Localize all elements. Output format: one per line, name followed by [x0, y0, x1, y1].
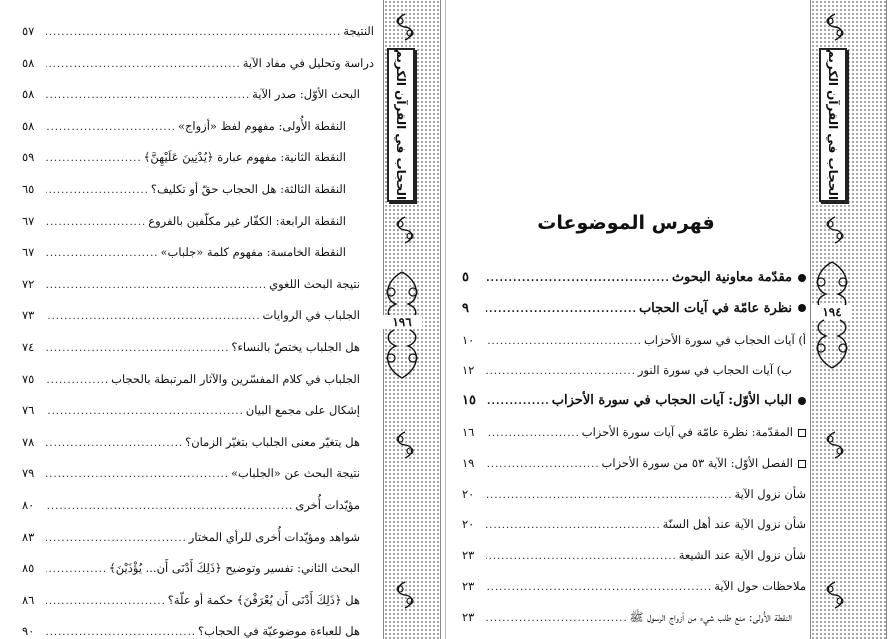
toc-entry-page-number: ٢٣	[462, 578, 475, 593]
toc-entry-page-number: ٢٠	[462, 486, 475, 501]
dot-leader	[46, 396, 244, 428]
bullet-icon	[798, 274, 806, 282]
toc-entry-page-number: ٧٢	[22, 276, 35, 291]
toc-entry	[462, 540, 806, 571]
scroll-ornament-icon	[392, 430, 418, 460]
dot-leader	[46, 238, 158, 270]
toc-entry-label: ملاحظات حول الآية	[714, 578, 806, 593]
toc-entry	[22, 332, 374, 364]
toc-entry-label: النقطة الأُولى: مفهوم لفظ «أزواج»	[177, 118, 346, 133]
toc-entry-label: هل ﴿ذَلِكَ أَدْنَى أَن يُعْرَفْنَ﴾ حكمة أو علّة؟	[167, 592, 360, 607]
toc-entry	[462, 355, 806, 386]
dot-leader	[486, 327, 642, 358]
table-of-contents-list	[22, 16, 374, 639]
toc-entry-page-number: ٦٧	[22, 213, 35, 228]
toc-entry-page-number: ٥٧	[22, 24, 35, 38]
dot-leader	[486, 264, 670, 295]
toc-entry-label: النقطة الخامسة: مفهوم كلمة «جلباب»	[160, 245, 346, 260]
dot-leader	[486, 542, 677, 573]
toc-entry-label: الفصل الأوّل: الآية ٥٣ من سورة الأحزاب	[602, 448, 806, 479]
dot-leader	[46, 586, 166, 618]
running-title-box	[387, 48, 415, 202]
toc-entry	[462, 479, 806, 510]
dot-leader	[486, 573, 712, 604]
toc-entry	[22, 16, 374, 48]
toc-entry-page-number: ٧٥	[22, 371, 35, 386]
toc-entry	[22, 616, 374, 639]
toc-entry-page-number: ٦٧	[22, 245, 35, 260]
toc-entry-page-number: ٦٥	[22, 181, 35, 196]
toc-entry-label: الجلباب في الروايات	[262, 308, 360, 323]
toc-entry-page-number: ١٠	[462, 332, 475, 347]
dot-leader	[46, 207, 146, 239]
toc-entry-label: دراسة وتحليل في مفاد الآية	[242, 55, 374, 70]
scroll-ornament-icon	[822, 580, 848, 610]
toc-entry-label: نتيجة البحث اللغوي	[269, 276, 360, 291]
toc-entry	[22, 269, 374, 301]
toc-entry-page-number: ٨٦	[22, 592, 35, 607]
bullet-icon	[798, 304, 806, 312]
toc-entry	[462, 417, 806, 448]
dot-leader	[486, 357, 636, 388]
page-number: ١٩٤	[812, 305, 852, 319]
dot-leader	[46, 175, 149, 207]
toc-entry-label: النقطة الأُولى: منع طلب شيء من أزواج الرسول ﷺ	[629, 609, 792, 624]
toc-entry-page-number: ٥٨	[22, 87, 35, 102]
square-bullet-icon	[798, 429, 806, 437]
dot-leader	[46, 554, 107, 586]
toc-entry	[462, 571, 806, 602]
toc-entry	[22, 585, 374, 617]
toc-entry-label: هل للعباءة موضوعيّة في الحجاب؟	[197, 624, 360, 639]
toc-entry-page-number: ٢٣	[462, 548, 475, 563]
scroll-ornament-icon	[822, 215, 848, 245]
dot-leader	[486, 481, 733, 512]
running-title-box	[819, 48, 847, 202]
dot-leader	[486, 387, 550, 418]
toc-entry	[22, 364, 374, 396]
dot-leader	[46, 143, 142, 175]
square-bullet-icon	[798, 460, 806, 468]
toc-entry-page-number: ٥٨	[22, 55, 35, 70]
toc-entry-label: النقطة الثانية: مفهوم عبارة ﴿يُدْنِينَ عَلَيْهِنَّ﴾	[143, 150, 346, 165]
dot-leader	[486, 450, 600, 481]
toc-entry-label: النتيجة	[343, 24, 374, 38]
bullet-icon	[798, 397, 806, 405]
dot-leader	[486, 511, 661, 542]
toc-entry-label: هل الجلباب يختصّ بالنساء؟	[231, 339, 360, 354]
toc-entry-label: الباب الأوّل: آيات الحجاب في سورة الأحزاب	[552, 386, 806, 417]
dot-leader	[46, 459, 229, 491]
left-page	[0, 0, 445, 639]
toc-entry-page-number: ٨٥	[22, 561, 35, 576]
toc-entry	[462, 294, 806, 325]
right-page	[446, 0, 891, 639]
toc-entry-label: نظرة عامّة في آيات الحجاب	[639, 294, 806, 325]
running-title: الحجاب في القرآن الكريم	[826, 49, 840, 201]
dot-leader	[486, 295, 637, 326]
dot-leader	[486, 604, 628, 635]
dot-leader	[486, 419, 580, 450]
toc-entry	[22, 553, 374, 585]
running-title: الحجاب في القرآن الكريم	[394, 49, 408, 201]
toc-entry-page-number: ٥٩	[22, 150, 35, 165]
toc-entry	[22, 490, 374, 522]
toc-entry-label: هل يتغيّر معنى الجلباب بتغيّر الزمان؟	[185, 434, 360, 449]
toc-entry-page-number: ٧٦	[22, 403, 35, 418]
toc-entry-label: شأن نزول الآية عند أهل السنّة	[662, 517, 806, 532]
toc-entry-label: شأن نزول الآية عند الشيعة	[678, 548, 806, 563]
toc-entry-label: مؤيّدات أُخرى	[295, 497, 360, 512]
toc-entry	[22, 458, 374, 490]
table-of-contents-list	[462, 263, 806, 633]
toc-entry-page-number: ٧٨	[22, 434, 35, 449]
toc-entry-page-number: ٧٩	[22, 466, 35, 481]
toc-entry-label: شواهد ومؤيّدات أُخرى للرأي المختار	[188, 529, 360, 544]
scroll-ornament-icon	[822, 430, 848, 460]
toc-entry	[462, 602, 806, 633]
toc-entry-page-number: ٨٠	[22, 497, 35, 512]
toc-entry	[22, 48, 374, 80]
toc-entry	[462, 325, 806, 356]
toc-entry	[22, 79, 374, 111]
dot-leader	[46, 365, 109, 397]
page-number-medallion	[382, 270, 422, 380]
toc-entry-label: ب) آيات الحجاب في سورة النور	[637, 363, 792, 378]
toc-entry	[462, 386, 806, 417]
page-heading: فهرس الموضوعات	[537, 212, 715, 234]
dot-leader	[46, 428, 183, 460]
toc-entry-label: إشكال على مجمع البيان	[245, 403, 360, 418]
scroll-ornament-icon	[820, 12, 850, 42]
dot-leader	[46, 491, 293, 523]
toc-entry-label: نتيجة البحث عن «الجلباب»	[231, 466, 360, 481]
dot-leader	[46, 333, 229, 365]
toc-entry-page-number: ٩٠	[22, 624, 35, 639]
toc-entry-label: البحث الأوّل: صدر الآية	[252, 87, 360, 102]
toc-entry-label: الجلباب في كلام المفسّرين والآثار المرتبطة بالحجاب	[111, 371, 360, 386]
toc-entry	[22, 395, 374, 427]
dot-leader	[46, 80, 250, 112]
toc-entry	[462, 263, 806, 294]
dot-leader	[46, 270, 267, 302]
toc-entry	[22, 237, 374, 269]
dot-leader	[46, 112, 176, 144]
toc-entry	[462, 509, 806, 540]
dot-leader	[46, 301, 261, 333]
toc-entry	[22, 300, 374, 332]
toc-entry-page-number: ١٥	[462, 393, 476, 409]
toc-entry	[22, 427, 374, 459]
toc-entry-label: شأن نزول الآية	[734, 486, 806, 501]
toc-entry-page-number: ٨٣	[22, 529, 35, 544]
toc-entry-label: النقطة الرابعة: الكفّار غير مكلّفين بالفروع	[148, 213, 346, 228]
toc-entry-label: المقدّمة: نظرة عامّة في آيات سورة الأحزاب	[582, 417, 806, 448]
toc-entry	[22, 111, 374, 143]
dot-leader	[46, 523, 187, 555]
toc-entry-page-number: ١٢	[462, 363, 475, 378]
toc-entry-page-number: ١٩	[462, 455, 475, 470]
scroll-ornament-icon	[392, 580, 418, 610]
toc-entry-label: مقدّمة معاونية البحوث	[672, 263, 806, 294]
toc-entry	[22, 522, 374, 554]
toc-entry-page-number: ١٦	[462, 424, 475, 439]
toc-entry-page-number: ٧٤	[22, 339, 35, 354]
dot-leader	[46, 17, 341, 49]
toc-entry	[22, 206, 374, 238]
page-number: ١٩٦	[382, 315, 422, 329]
page-number-medallion	[812, 260, 852, 370]
toc-entry-page-number: ٥	[462, 270, 469, 285]
scroll-ornament-icon	[392, 215, 418, 245]
toc-entry-label: البحث الثاني: تفسير وتوضيح ﴿ذَلِكَ أَدْنَى أَن... يُؤْذَيْنَ﴾	[109, 561, 360, 576]
toc-entry-page-number: ٧٣	[22, 308, 35, 323]
toc-entry	[462, 448, 806, 479]
scroll-ornament-icon	[390, 12, 420, 42]
dot-leader	[46, 617, 196, 639]
toc-entry	[22, 174, 374, 206]
toc-entry-page-number: ٥٨	[22, 118, 35, 133]
toc-entry	[22, 142, 374, 174]
toc-entry-label: أ) آيات الحجاب في سورة الأحزاب	[643, 332, 806, 347]
toc-entry-page-number: ٩	[462, 300, 469, 316]
dot-leader	[46, 49, 241, 81]
toc-entry-page-number: ٢٠	[462, 517, 475, 532]
toc-entry-page-number: ٢٣	[462, 609, 475, 624]
toc-entry-label: النقطة الثالثة: هل الحجاب حقّ أو تكليف؟	[150, 181, 346, 196]
